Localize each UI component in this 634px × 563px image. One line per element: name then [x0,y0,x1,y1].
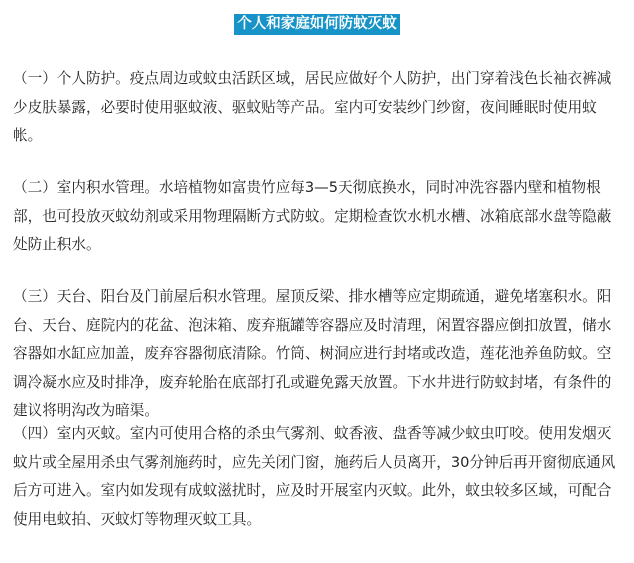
paragraph-indoor-mosquito-control: （四）室内灭蚊。室内可使用合格的杀虫气雾剂、蚊香液、盘香等减少蚊虫叮咬。使用发烟灭蚊片或全屋用杀虫气雾剂施药时，应先关闭门窗，施药后人员离开，30分钟后再开窗彻底通风后方可进入。室内如发现有成蚊滋扰时，应及时开展室内灭蚊。此外，蚊虫较多区域，可配合使用电蚊拍、灭蚊灯等物理灭蚊工具。 [13,425,616,528]
page-title: 个人和家庭如何防蚊灭蚊 [234,14,400,35]
paragraph-rooftop-balcony-water: （三）天台、阳台及门前屋后积水管理。屋顶反梁、排水槽等应定期疏通，避免堵塞积水。阳台、天台、庭院内的花盆、泡沫箱、废弃瓶罐等容器应及时清理，闲置容器应倒扣放置，储水容器如水缸应加盖，废弃容器彻底清除。竹筒、树洞应进行封堵或改造，莲花池养鱼防蚊。空调冷凝水应及时排净，废弃轮胎在底部打孔或避免露天放置。下水井进行防蚊封堵，有条件的建议将明沟改为暗渠。 [13,288,612,419]
paragraph-personal-protection: （一）个人防护。疫点周边或蚊虫活跃区域，居民应做好个人防护，出门穿着浅色长袖衣裤减少皮肤暴露，必要时使用驱蚊液、驱蚊贴等产品。室内可安装纱门纱窗，夜间睡眠时使用蚊帐。 [13,70,612,144]
title-container [0,13,634,35]
paragraph-indoor-water: （二）室内积水管理。水培植物如富贵竹应每3—5天彻底换水，同时冲洗容器内壁和植物根部，也可投放灭蚊幼剂或采用物理隔断方式防蚊。定期检查饮水机水槽、冰箱底部水盘等隐蔽处防止积水。 [13,179,612,253]
